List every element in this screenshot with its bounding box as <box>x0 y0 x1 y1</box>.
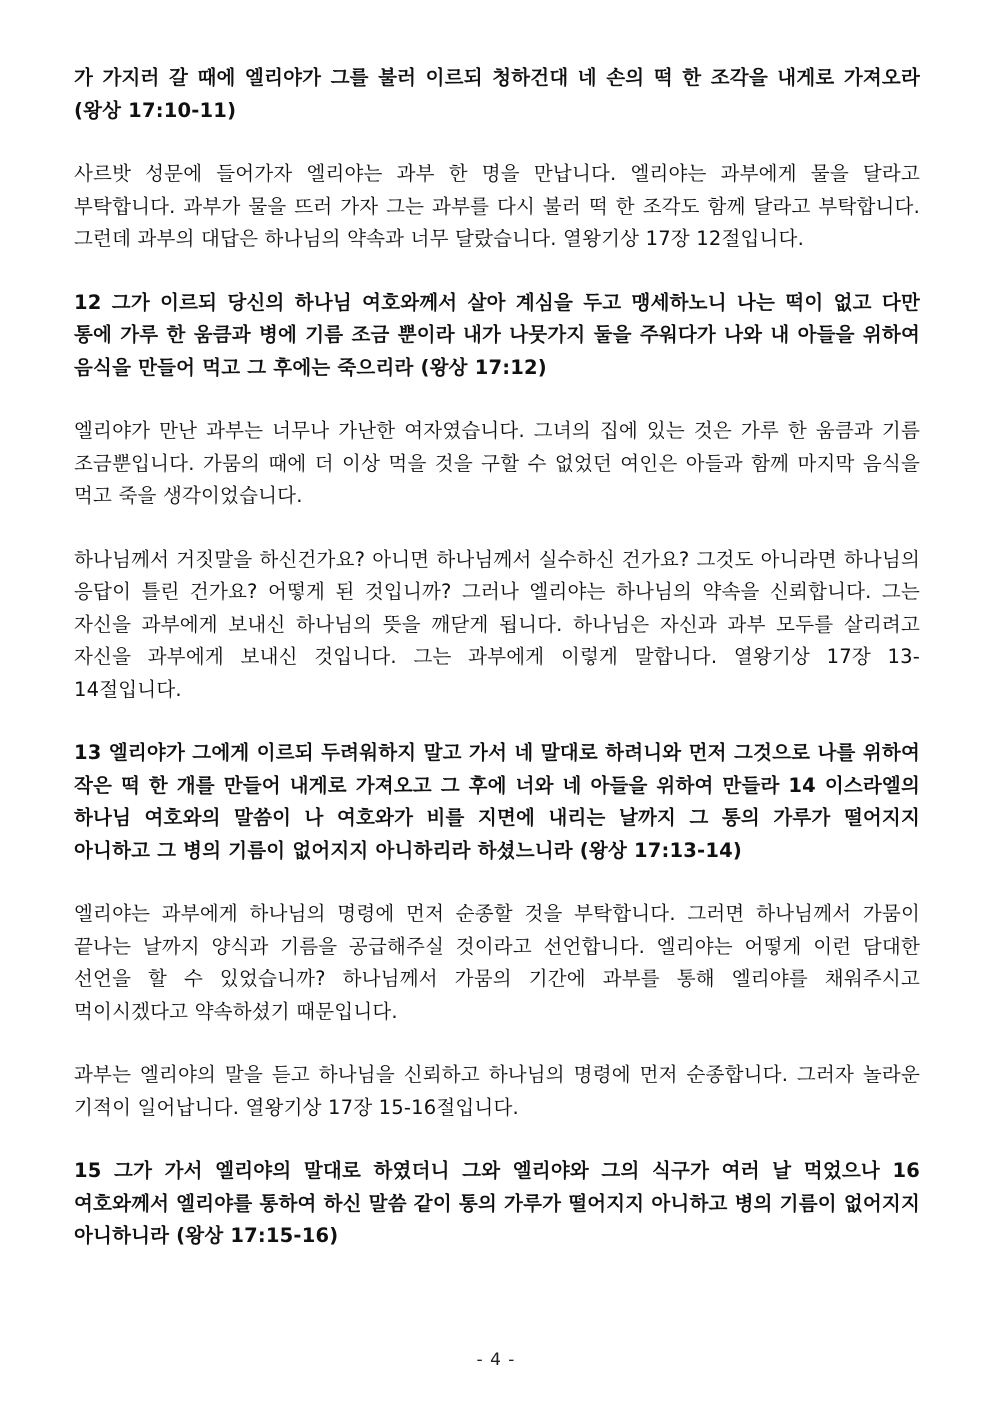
commentary-paragraph-3: 하나님께서 거짓말을 하신건가요? 아니면 하나님께서 실수하신 건가요? 그것도 아니라면 하나님의 응답이 틀린 건가요? 어떻게 된 것입니까? 그러나 엘리야는 하나님의 약속을 신뢰합니다. 그는 자신을 과부에게 보내신 하나님의 뜻을 깨닫게 됩니다. 하나님은 자신과 과부 모두를 살리려고 자신을 과부에게 보내신 것입니다. 그는 과부에게 이렇게 말합니다. 열왕기상 17장 13-14절입니다. <box>74 547 920 701</box>
scripture-verse-1-kings-17-12: 12 그가 이르되 당신의 하나님 여호와께서 살아 계심을 두고 맹세하노니 나는 떡이 없고 다만 통에 가루 한 움큼과 병에 기름 조금 뿐이라 내가 나뭇가지 둘을 주워다가 나와 내 아들을 위하여 음식을 만들어 먹고 그 후에는 죽으리라 (왕상 17:12) <box>74 290 920 379</box>
scripture-verse-1-kings-17-10-11: 가 가지러 갈 때에 엘리야가 그를 불러 이르되 청하건대 네 손의 떡 한 조각을 내게로 가져오라 (왕상 17:10-11) <box>74 66 920 122</box>
commentary-paragraph-1: 사르밧 성문에 들어가자 엘리야는 과부 한 명을 만납니다. 엘리야는 과부에게 물을 달라고 부탁합니다. 과부가 물을 뜨러 가자 그는 과부를 다시 불러 떡 한 조각도 함께 달라고 부탁합니다. 그런데 과부의 대답은 하나님의 약속과 너무 달랐습니다. 열왕기상 17장 12절입니다. <box>74 162 920 250</box>
commentary-paragraph-5: 과부는 엘리야의 말을 듣고 하나님을 신뢰하고 하나님의 명령에 먼저 순종합니다. 그러자 놀라운 기적이 일어납니다. 열왕기상 17장 15-16절입니다. <box>74 1063 920 1119</box>
commentary-paragraph-4: 엘리야는 과부에게 하나님의 명령에 먼저 순종할 것을 부탁합니다. 그러면 하나님께서 가뭄이 끝나는 날까지 양식과 기름을 공급해주실 것이라고 선언합니다. 엘리야는 어떻게 이런 담대한 선언을 할 수 있었습니까? 하나님께서 가뭄의 기간에 과부를 통해 엘리야를 채워주시고 먹이시겠다고 약속하셨기 때문입니다. <box>74 902 920 1023</box>
scripture-verse-1-kings-17-13-14: 13 엘리야가 그에게 이르되 두려워하지 말고 가서 네 말대로 하려니와 먼저 그것으로 나를 위하여 작은 떡 한 개를 만들어 내게로 가져오고 그 후에 너와 네 아들을 위하여 만들라 14 이스라엘의 하나님 여호와의 말씀이 나 여호와가 비를 지면에 내리는 날까지 그 통의 가루가 떨어지지 아니하고 그 병의 기름이 없어지지 아니하리라 하셨느니라 (왕상 17:13-14) <box>74 741 920 862</box>
page-number: - 4 - <box>476 1350 516 1370</box>
scripture-verse-1-kings-17-15-16: 15 그가 가서 엘리야의 말대로 하였더니 그와 엘리야와 그의 식구가 여러 날 먹었으나 16 여호와께서 엘리야를 통하여 하신 말씀 같이 통의 가루가 떨어지지 아니하고 병의 기름이 없어지지 아니하니라 (왕상 17:15-16) <box>74 1159 920 1247</box>
commentary-paragraph-2: 엘리야가 만난 과부는 너무나 가난한 여자였습니다. 그녀의 집에 있는 것은 가루 한 움큼과 기름 조금뿐입니다. 가뭄의 때에 더 이상 먹을 것을 구할 수 없었던 여인은 아들과 함께 마지막 음식을 먹고 죽을 생각이었습니다. <box>74 419 920 507</box>
document-page <box>74 62 920 1284</box>
